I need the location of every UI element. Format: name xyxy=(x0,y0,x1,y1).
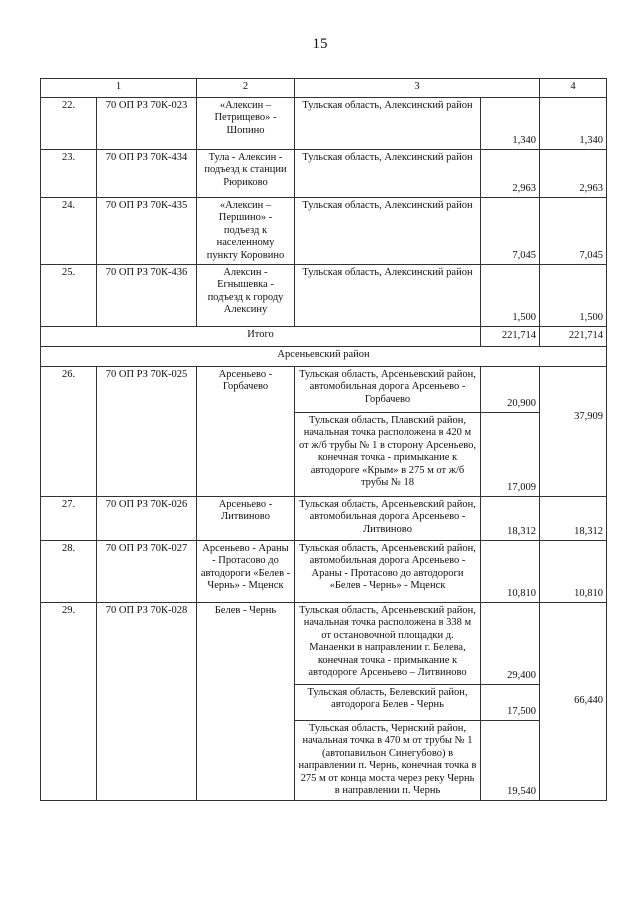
table-header-row xyxy=(41,79,607,98)
segment-length: 17,500 xyxy=(481,685,540,721)
road-location: Тульская область, Алексинский район xyxy=(295,265,481,327)
subtotal-row xyxy=(41,327,607,347)
segment-location: Тульская область, Арсеньевский район, автомобильная дорога Арсеньево - Горбачево xyxy=(295,367,481,413)
district-row xyxy=(41,347,607,367)
total-length: 10,810 xyxy=(540,541,607,603)
road-name: Арсеньево - Литвиново xyxy=(197,497,295,541)
road-location: Тульская область, Алексинский район xyxy=(295,98,481,150)
road-code: 70 ОП РЗ 70К-435 xyxy=(97,198,197,265)
road-code: 70 ОП РЗ 70К-436 xyxy=(97,265,197,327)
road-code: 70 ОП РЗ 70К-027 xyxy=(97,541,197,603)
segment-location: Тульская область, Чернский район, начальная точка в 470 м от трубы № 1 (автопавильон Синегубово) в направлении п. Чернь, конечная точка в 275 м от конца моста через реку Чернь в направлении п. Чернь xyxy=(295,721,481,801)
road-location: Тульская область, Арсеньевский район, автомобильная дорога Арсеньево - Литвиново xyxy=(295,497,481,541)
row-number: 22. xyxy=(41,98,97,150)
row-number: 26. xyxy=(41,367,97,497)
row-number: 25. xyxy=(41,265,97,327)
table-row xyxy=(41,603,607,685)
total-length: 1,500 xyxy=(540,265,607,327)
road-name: Арсеньево - Горбачево xyxy=(197,367,295,497)
segment-location: Тульская область, Арсеньевский район, начальная точка расположена в 338 м от остановочной площадки д. Манаенки в направлении г. Белева, конечная точка - примыкание к автодороге Арсеньево – Литвиново xyxy=(295,603,481,685)
total-length: 1,340 xyxy=(540,98,607,150)
total-length: 7,045 xyxy=(540,198,607,265)
table-row xyxy=(41,497,607,541)
road-name: Белев - Чернь xyxy=(197,603,295,801)
road-name: Алексин - Егнышевка - подъезд к городу Алексину xyxy=(197,265,295,327)
segment-length: 10,810 xyxy=(481,541,540,603)
road-register-table xyxy=(40,78,607,801)
table-row xyxy=(41,265,607,327)
road-name: «Алексин – Першино» - подъезд к населенному пункту Коровино xyxy=(197,198,295,265)
segment-length: 19,540 xyxy=(481,721,540,801)
header-col-1: 1 xyxy=(41,79,197,98)
table-row xyxy=(41,98,607,150)
road-code: 70 ОП РЗ 70К-025 xyxy=(97,367,197,497)
segment-length: 17,009 xyxy=(481,413,540,497)
segment-length: 20,900 xyxy=(481,367,540,413)
segment-location: Тульская область, Плавский район, начальная точка расположена в 420 м от ж/б трубы № 1 в сторону Арсеньево, конечная точка - примыкание к автодороге «Крым» в 275 м от ж/б трубы № 18 xyxy=(295,413,481,497)
total-length: 2,963 xyxy=(540,150,607,198)
subtotal-length: 221,714 xyxy=(481,327,540,347)
table-row xyxy=(41,367,607,413)
road-location: Тульская область, Алексинский район xyxy=(295,150,481,198)
segment-length: 1,500 xyxy=(481,265,540,327)
subtotal-label: Итого xyxy=(41,327,481,347)
segment-length: 1,340 xyxy=(481,98,540,150)
page-number: 15 xyxy=(312,36,328,52)
road-code: 70 ОП РЗ 70К-434 xyxy=(97,150,197,198)
segment-length: 18,312 xyxy=(481,497,540,541)
header-col-4: 4 xyxy=(540,79,607,98)
row-number: 24. xyxy=(41,198,97,265)
subtotal-total: 221,714 xyxy=(540,327,607,347)
segment-length: 7,045 xyxy=(481,198,540,265)
segment-location: Тульская область, Белевский район, автодорога Белев - Чернь xyxy=(295,685,481,721)
total-length: 18,312 xyxy=(540,497,607,541)
road-name: Арсеньево - Араны - Протасово до автодороги «Белев - Чернь» - Мценск xyxy=(197,541,295,603)
row-number: 23. xyxy=(41,150,97,198)
row-number: 29. xyxy=(41,603,97,801)
segment-length: 2,963 xyxy=(481,150,540,198)
road-code: 70 ОП РЗ 70К-028 xyxy=(97,603,197,801)
road-location: Тульская область, Алексинский район xyxy=(295,198,481,265)
road-name: Тула - Алексин - подъезд к станции Рюриково xyxy=(197,150,295,198)
header-col-3: 3 xyxy=(295,79,540,98)
table-row xyxy=(41,150,607,198)
table-row xyxy=(41,541,607,603)
total-length: 37,909 xyxy=(540,367,607,497)
road-location: Тульская область, Арсеньевский район, автомобильная дорога Арсеньево - Араны - Протасово до автодороги «Белев - Чернь» - Мценск xyxy=(295,541,481,603)
table-row xyxy=(41,198,607,265)
road-name: «Алексин – Петрищево» - Шопино xyxy=(197,98,295,150)
header-col-2: 2 xyxy=(197,79,295,98)
row-number: 27. xyxy=(41,497,97,541)
total-length: 66,440 xyxy=(540,603,607,801)
road-code: 70 ОП РЗ 70К-023 xyxy=(97,98,197,150)
district-title: Арсеньевский район xyxy=(41,347,607,367)
segment-length: 29,400 xyxy=(481,603,540,685)
row-number: 28. xyxy=(41,541,97,603)
road-code: 70 ОП РЗ 70К-026 xyxy=(97,497,197,541)
